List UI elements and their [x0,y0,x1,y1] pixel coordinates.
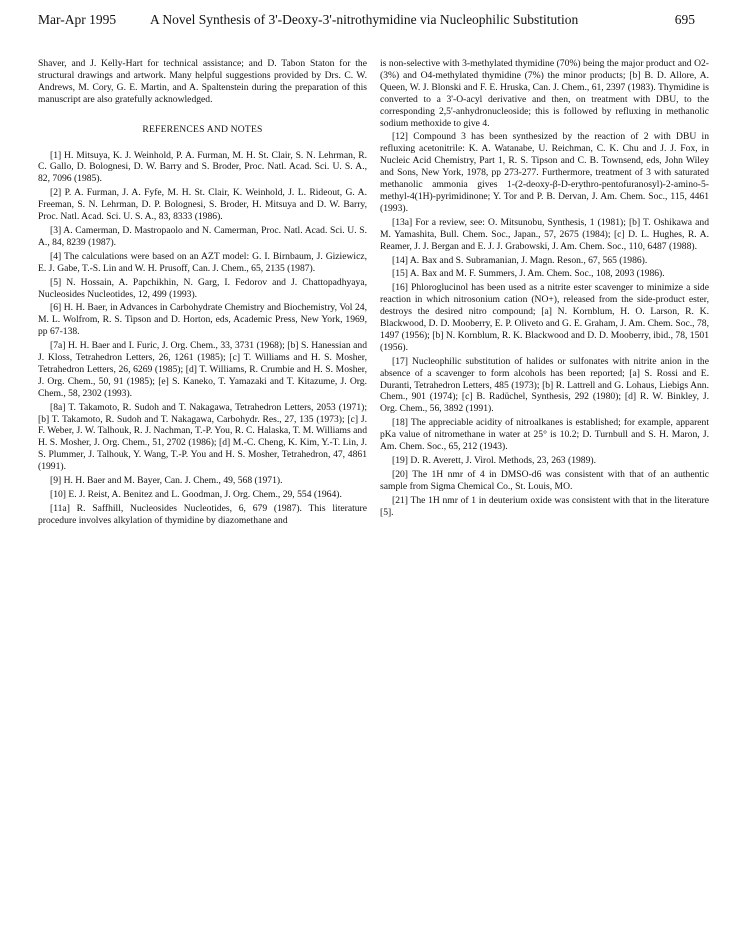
reference-6: [6] H. H. Baer, in Advances in Carbohydrate Chemistry and Biochemistry, Vol 24, M. L. Wolfrom, R. S. Tipson and D. Horton, eds, Academic Press, New York, 1969, pp 67-138. [38,302,367,338]
right-column [380,58,709,521]
references-heading: REFERENCES AND NOTES [142,123,263,135]
reference-4: [4] The calculations were based on an AZT model: G. I. Birnbaum, J. Giziewicz, E. J. Gabe, T.-S. Lin and W. H. Prusoff, Can. J. Chem., 65, 2135 (1987). [38,250,367,274]
reference-10: [10] E. J. Reist, A. Benitez and L. Goodman, J. Org. Chem., 29, 554 (1964). [50,489,342,500]
reference-18: [18] The appreciable acidity of nitroalkanes is established; for example, apparent pKa value of nitromethane in water at 25° is 10.2; D. Turnbull and S. H. Maron, J. Am. Chem. Soc., 65, 212 (1943). [380,417,709,453]
reference-14: [14] A. Bax and S. Subramanian, J. Magn. Reson., 67, 565 (1986). [392,254,648,266]
reference-15: [15] A. Bax and M. F. Summers, J. Am. Chem. Soc., 108, 2093 (1986). [392,268,665,280]
reference-19: [19] D. R. Averett, J. Virol. Methods, 23, 263 (1989). [392,455,596,466]
left-column [38,58,367,529]
acknowledgement-text: Shaver, and J. Kelly-Hart for technical assistance; and D. Tabon Staton for the structural drawings and artwork. Many helpful suggestions provided by Drs. C. W. Andrews, M. Cory, G. E. Martin, and A. Spaltenstein during the preparation of this manuscript are also gratefully acknowledged. [38,58,367,105]
reference-9: [9] H. H. Baer and M. Bayer, Can. J. Chem., 49, 568 (1971). [50,475,283,487]
reference-21: [21] The 1H nmr of 1 in deuterium oxide was consistent with that in the literature [5]. [380,494,709,518]
reference-17: [17] Nucleophilic substitution of halides or sulfonates with nitrite anion in the absence of a scavenger to form alcohols has been reported; [a] S. Rossi and E. Duranti, Tetrahedron Letters, 485 (1973); [b] R. Lattrell and G. Lohaus, Liebigs Ann. Chem., 901 (1974); [c] B. Radüchel, Synthesis, 292 (1980); [d] R. W. Binkley, J. Org. Chem., 56, 3892 (1991). [380,355,709,415]
journal-issue: Mar-Apr 1995 [38,12,117,27]
reference-11: [11a] R. Saffhill, Nucleosides Nucleotides, 6, 679 (1987). This literature procedure involves alkylation of thymidine by diazomethane and [38,502,367,526]
reference-20: [20] The 1H nmr of 4 in DMSO-d6 was consistent with that of an authentic sample from Sigma Chemical Co., St. Louis, MO. [380,468,709,492]
reference-8: [8a] T. Takamoto, R. Sudoh and T. Nakagawa, Tetrahedron Letters, 2053 (1971); [b] T. Takamoto, R. Sudoh and T. Nakagawa, Carbohydr. Res., 27, 135 (1973); [c] J. F. Weber, J. W. Talhouk, R. J. Nachman, T.-P. You, R. C. Halaska, T. M. Williams and H. S. Mosher, J. Org. Chem., 51, 2702 (1986); [d] M.-C. Cheng, K. Kim, Y.-T. Lin, J. S. Plummer, J. Talhouk, Y. Wang, T.-P. You and H. S. Mosher, Tetrahedron, 47, 4861 (1991). [38,401,367,473]
reference-2: [2] P. A. Furman, J. A. Fyfe, M. H. St. Clair, K. Weinhold, J. L. Rideout, G. A. Freeman, S. N. Lehrman, D. P. Bolognesi, S. Broder, H. Mitsuya and D. W. Barry, Proc. Natl. Acad. Sci. U. S. A., 83, 8333 (1986). [38,187,367,223]
running-header [38,12,695,34]
reference-11-continued: is non-selective with 3-methylated thymidine (70%) being the major product and O2- (3%) and O4-methylated thymidine (7%) the minor products; [b] B. D. Allore, A. Queen, W. J. Blonski and F. E. Hruska, Can. J. Chem., 61, 2397 (1983). Thymidine is converted to a 3'-O-acyl derivative and then, on treatment with DBU, to the corresponding 2,5'-anhydronucleoside; this is followed by refluxing in methanolic sodium methoxide to give 4. [380,58,709,129]
reference-1: [1] H. Mitsuya, K. J. Weinhold, P. A. Furman, M. H. St. Clair, S. N. Lehrman, R. C. Gallo, D. Bolognesi, D. W. Barry and S. Broder, Proc. Natl. Acad. Sci. U. S. A., 82, 7096 (1985). [38,149,367,185]
reference-5: [5] N. Hossain, A. Papchikhin, N. Garg, I. Fedorov and J. Chattopadhyaya, Nucleosides Nucleotides, 12, 499 (1993). [38,276,367,300]
reference-3: [3] A. Camerman, D. Mastropaolo and N. Camerman, Proc. Natl. Acad. Sci. U. S. A., 84, 8239 (1987). [38,224,367,248]
reference-7: [7a] H. H. Baer and I. Furic, J. Org. Chem., 33, 3731 (1968); [b] S. Hanessian and J. Kloss, Tetrahedron Letters, 26, 1261 (1985); [c] T. Williams and H. S. Mosher, Tetrahedron Letters, 26, 6269 (1985); [d] T. Williams, R. Crumbie and H. S. Mosher, J. Org. Chem., 50, 91 (1985); [e] S. Kaneko, T. Yamazaki and T. Kitazume, J. Org. Chem., 58, 2302 (1993). [38,340,367,399]
reference-12: [12] Compound 3 has been synthesized by the reaction of 2 with DBU in refluxing acetonitrile: K. A. Watanabe, U. Reichman, C. K. Chu and J. J. Fox, in Nucleic Acid Chemistry, Part 1, R. S. Tipson and C. B. Townsend, eds, John Wiley and Sons, New York, 1978, pp 273-277. Furthermore, treatment of 3 with saturated methanolic ammonia gives 1-(2-deoxy-β-D-erythro-pentofuranosyl)-2-amino-5-methyl-4(1H)-pyrimidinone; Y. Tor and P. B. Dervan, J. Am. Chem. Soc., 115, 4461 (1993). [380,131,709,214]
page-number: 695 [674,12,695,27]
article-title: A Novel Synthesis of 3'-Deoxy-3'-nitrothymidine via Nucleophilic Substitution [150,12,579,27]
reference-13: [13a] For a review, see: O. Mitsunobu, Synthesis, 1 (1981); [b] T. Oshikawa and M. Yamashita, Bull. Chem. Soc., Japan., 57, 2675 (1984); [c] D. L. Hughes, R. A. Reamer, J. J. Bergan and E. J. J. Grabowski, J. Am. Chem. Soc., 110, 6487 (1988). [380,216,709,252]
reference-16: [16] Phloroglucinol has been used as a nitrite ester scavenger to minimize a side reaction in which nitrosonium cation (NO+), released from the side-product ester, destroys the desired nitro compound; [a] N. Kornblum, H. O. Larson, R. K. Blackwood, D. D. Mooberry, E. P. Oliveto and G. E. Graham, J. Am. Chem. Soc., 78, 1497 (1956); [b] N. Kornblum, R. K. Blackwood and D. D. Mooberry, ibid., 78, 1501 (1956). [380,282,709,353]
